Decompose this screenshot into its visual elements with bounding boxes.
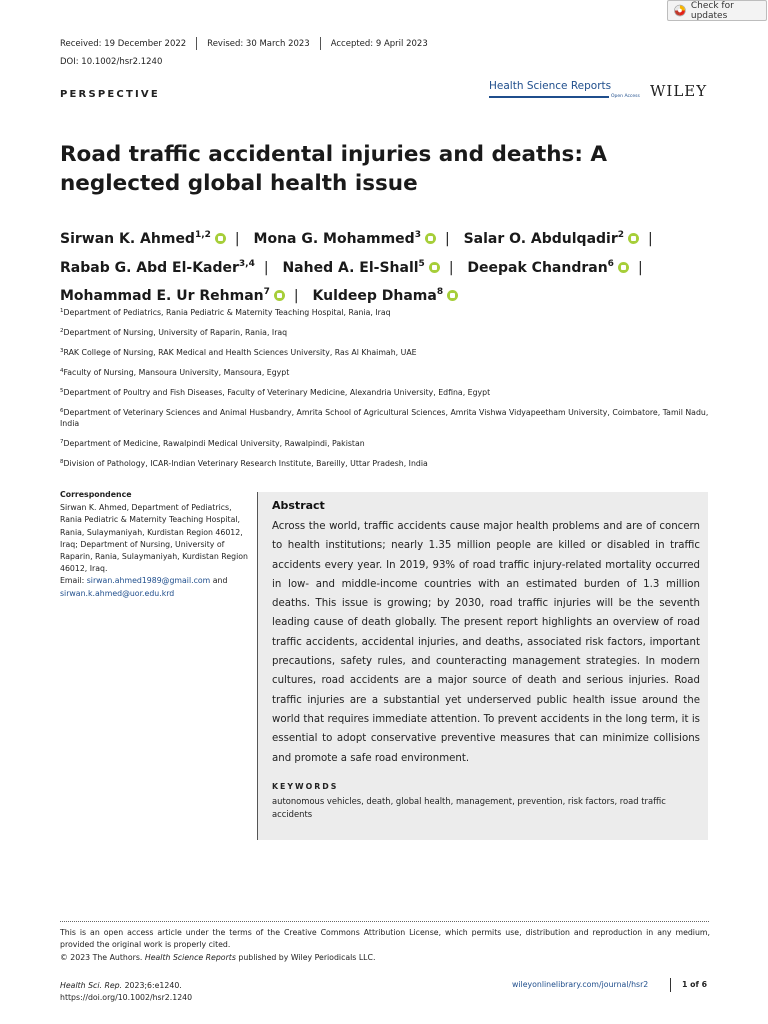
check-for-updates-button[interactable] bbox=[667, 0, 767, 21]
author-separator: | bbox=[648, 231, 653, 247]
abstract-heading: Abstract bbox=[272, 499, 325, 512]
author[interactable]: Rabab G. Abd El-Kader$^{3,4}$ bbox=[60, 258, 255, 276]
affiliation: $^2$Department of Nursing, University of Raparin, Rania, Iraq bbox=[60, 328, 288, 337]
correspondence-body: Sirwan K. Ahmed, Department of Pediatrics, Rania Pediatric & Maternity Teaching Hospital, Rania, Sulaymaniyah, Kurdistan Region 46012, Iraq; Department of Nursing, University of Raparin, Rania, Sulaymaniyah, Kurdistan Region 46012, Iraq. bbox=[60, 503, 248, 574]
orcid-icon[interactable] bbox=[425, 233, 436, 244]
orcid-icon[interactable] bbox=[628, 233, 639, 244]
page-number: 1 of 6 bbox=[682, 980, 708, 989]
author[interactable]: Mohammad E. Ur Rehman$^7$ bbox=[60, 288, 285, 304]
orcid-icon[interactable] bbox=[447, 290, 458, 301]
correspondence-heading: Correspondence bbox=[60, 490, 132, 499]
journal-name: Health Science Reports bbox=[489, 80, 612, 92]
doi: DOI: 10.1002/hsr2.1240 bbox=[60, 57, 163, 67]
author-separator: | bbox=[448, 259, 454, 276]
affiliation: $^1$Department of Pediatrics, Rania Pediatric & Maternity Teaching Hospital, Rania, Iraq bbox=[60, 308, 391, 317]
orcid-icon[interactable] bbox=[215, 233, 226, 244]
license-text: This is an open access article under the terms of the Creative Commons Attribution License, which permits use, distribution and reproduction in any medium, provided the original work is properly cited. © 2023 The Authors. Health Science Reports published by Wiley Periodicals LLC. bbox=[60, 928, 710, 962]
author[interactable]: Salar O. Abdulqadir$^2$ bbox=[464, 231, 639, 247]
author-separator: | bbox=[234, 231, 240, 247]
page-separator bbox=[670, 978, 671, 992]
correspondence bbox=[60, 489, 250, 600]
author[interactable]: Sirwan K. Ahmed$^{1,2}$ bbox=[60, 231, 226, 247]
accepted-date: Accepted: 9 April 2023 bbox=[330, 39, 428, 49]
journal-logo[interactable] bbox=[489, 80, 640, 99]
author-list bbox=[60, 223, 720, 309]
publication-dates bbox=[60, 37, 438, 50]
affiliation: $^3$RAK College of Nursing, RAK Medical and Health Sciences University, Ras Al Khaimah, UAE bbox=[60, 348, 417, 357]
correspondence-email: Email: sirwan.ahmed1989@gmail.com and sirwan.k.ahmed@uor.edu.krd bbox=[60, 576, 228, 598]
author-separator: | bbox=[293, 288, 299, 304]
author-separator: | bbox=[637, 259, 643, 276]
journal-url-link[interactable]: wileyonlinelibrary.com/journal/hsr2 bbox=[512, 980, 649, 989]
affiliation: $^4$Faculty of Nursing, Mansoura University, Mansoura, Egypt bbox=[60, 368, 290, 377]
orcid-icon[interactable] bbox=[618, 262, 629, 273]
affiliation: $^8$Division of Pathology, ICAR-Indian Veterinary Research Institute, Bareilly, Uttar Pradesh, India bbox=[60, 459, 428, 468]
doi-link[interactable]: https://doi.org/10.1002/hsr2.1240 bbox=[60, 993, 193, 1003]
affiliation-list bbox=[60, 306, 720, 477]
affiliation: $^7$Department of Medicine, Rawalpindi Medical University, Rawalpindi, Pakistan bbox=[60, 439, 365, 448]
open-access-bar bbox=[489, 96, 609, 98]
email-link[interactable]: sirwan.k.ahmed@uor.edu.krd bbox=[60, 588, 175, 598]
check-updates-icon bbox=[674, 4, 686, 17]
article-title: Road traffic accidental injuries and deaths: A neglected global health issue bbox=[60, 142, 608, 196]
open-access-label: Open Access bbox=[611, 94, 640, 99]
orcid-icon[interactable] bbox=[429, 262, 440, 273]
article-type: PERSPECTIVE bbox=[60, 89, 160, 100]
abstract-box bbox=[257, 492, 708, 840]
author[interactable]: Mona G. Mohammed$^3$ bbox=[254, 231, 436, 247]
author[interactable]: Deepak Chandran$^6$ bbox=[467, 260, 629, 276]
revised-date: Revised: 30 March 2023 bbox=[197, 37, 321, 50]
author[interactable]: Nahed A. El-Shall$^5$ bbox=[282, 260, 439, 276]
publisher-logo[interactable]: WILEY bbox=[650, 82, 708, 100]
check-updates-label: Check for updates bbox=[690, 0, 734, 21]
keywords-heading: KEYWORDS bbox=[272, 781, 339, 791]
author[interactable]: Kuldeep Dhama$^8$ bbox=[313, 288, 459, 304]
email-link[interactable]: sirwan.ahmed1989@gmail.com bbox=[86, 576, 211, 586]
author-separator: | bbox=[263, 259, 269, 276]
abstract-text: Across the world, traffic accidents cause major health problems and are of concern to health institutions; nearly 1.35 million people are killed or disabled in traffic accidents every year. In 2019, 93% of road traffic injury-related mortality occurred in low- and middle-income countries with an estimated burden of 1.3 million deaths. This issue is growing; by 2030, road traffic injuries will be the seventh leading cause of death globally. The present report highlights an overview of road traffic accidents, accidental injuries, and deaths, associated risk factors, important precautions, safety rules, and counteracting management strategies. In modern cultures, road accidents are a major source of death and serious injuries. Road traffic injuries are a substantial yet underserved public health issue around the world that requires immediate attention. To prevent accidents in the long term, it is essential to adopt conservative preventive measures that can minimize collisions and promote a safe road environment. bbox=[272, 521, 700, 764]
affiliation: $^6$Department of Veterinary Sciences and Animal Husbandry, Amrita School of Agricultural Sciences, Amrita Vishwa Vidyapeetham University, Coimbatore, Tamil Nadu, India bbox=[60, 408, 709, 428]
received-date: Received: 19 December 2022 bbox=[60, 37, 197, 50]
footer-divider bbox=[60, 921, 709, 922]
author-separator: | bbox=[444, 231, 450, 247]
affiliation: $^5$Department of Poultry and Fish Diseases, Faculty of Veterinary Medicine, Alexandria University, Edfina, Egypt bbox=[60, 388, 491, 397]
orcid-icon[interactable] bbox=[274, 290, 285, 301]
citation: Health Sci. Rep. 2023;6:e1240. https://doi.org/10.1002/hsr2.1240 bbox=[60, 981, 193, 1003]
keywords: autonomous vehicles, death, global health, management, prevention, risk factors, road traffic accidents bbox=[272, 795, 666, 820]
